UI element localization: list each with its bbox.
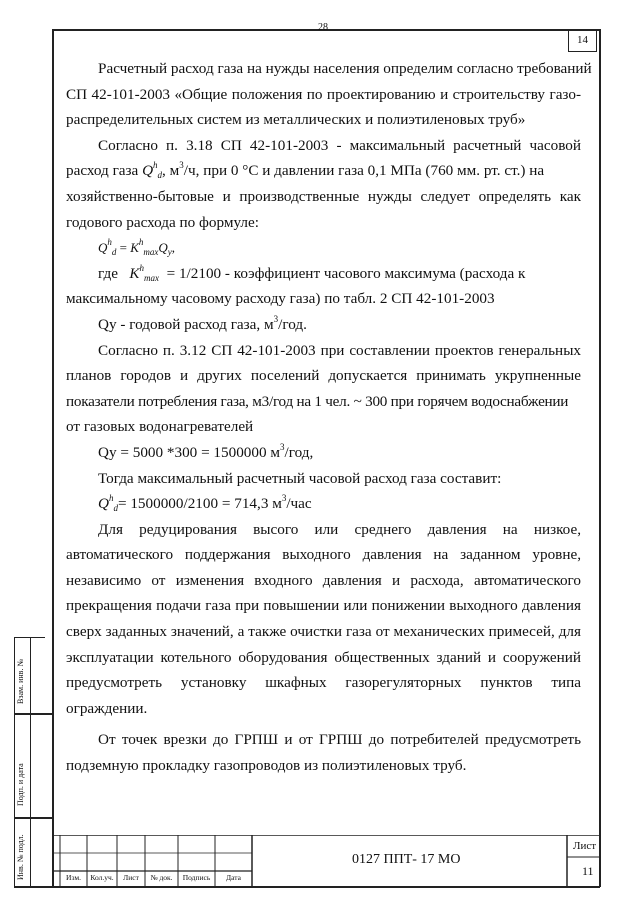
text-line: От точек врезки до ГРПШ и от ГРПШ до потребителей предусмотреть [98,731,581,749]
formula-line: $Q^h_d= 1500000/2100 = 714,3$ $м^3$/час [98,493,312,514]
doc-code: 0127 ППТ- 17 МО [352,852,461,867]
stamp-col-izm: Изм. [66,873,81,882]
text-line: годового расхода по формуле: [66,213,259,231]
stamp-col-kolvo: Кол.уч. [90,873,114,882]
text-line: независимо от изменения входного давления и расхода, автоматического [66,571,581,589]
side-divider [14,817,52,819]
text-line: Qу = 5000 *300 = 1500000 $м^3$/год, [98,441,314,461]
formula-line: $Q^h_d = K^h_{max}Q_y$, [98,237,176,258]
text-line-kmax: где $K^h_{max} = 1/2100$ - коэффициент часового максимума (расхода к [98,262,526,283]
side-col [30,637,31,886]
text-line: Тогда максимальный расчетный часовой расход газа составит: [98,469,502,487]
side-label-inv: Инв. № подл. [16,834,25,880]
sheet-label: Лист [573,840,597,852]
sheet-number: 11 [582,864,594,878]
text-line: от газовых водонагревателей [66,418,254,436]
text-line: хозяйственно-бытовые и производственные нужды следует определять как [66,187,581,205]
text-line: автоматического поддержания выходного давления на заданном уровне, [66,546,581,564]
document-body [66,56,592,779]
text-line: распределительных систем из металлических и полиэтиленовых труб» [66,111,526,129]
page-top-number: 28 [318,22,328,33]
stamp-col-data: Дата [226,873,241,882]
text-line: максимальному часовому расходу газа) по табл. 2 СП 42-101-2003 [66,290,495,308]
text-line: сверх заданных значений, а также очистки газа от механических примесей, для [66,623,581,641]
corner-number: 14 [568,29,597,52]
stamp-col-podpis: Подпись [182,873,211,882]
stamp-col-list: Лист [123,873,139,882]
text-line: Согласно п. 3.18 СП 42-101-2003 - максимальный расчетный часовой [98,136,581,154]
text-line: предусмотреть установку шкафных газорегуляторных пунктов типа [66,674,581,692]
text-line: Для редуцирования высого или среднего давления на низкое, [98,520,581,538]
frame-left [52,29,54,887]
stamp-col-ndok: № док. [150,873,173,882]
frame-right [599,29,601,887]
text-line: Qу - годовой расход газа, $м^3$/год. [98,313,307,333]
text-line: Согласно п. 3.12 СП 42-101-2003 при составлении проектов генеральных [98,341,581,359]
text-line-qhd: расход газа $Q^h_d$, $м^3/ч$, при 0 °С и давлении газа 0,1 МПа (760 мм. рт. ст.) на [66,160,545,181]
text-line: СП 42-101-2003 «Общие положения по проектированию и строительству газо- [66,85,581,103]
text-line: подземную прокладку газопроводов из полиэтиленовых труб. [66,757,467,775]
text-line: показатели потребления газа, м3/год на 1 чел. ~ 300 при горячем водоснабжении [66,392,569,410]
side-divider [14,713,52,715]
side-label-vzam: Взам. инв. № [16,658,25,704]
text-line: прекращения подачи газа при повышении или понижении выходного давления [66,597,581,615]
text-line: планов городов и других поселений допускается принимать укрупненные [66,367,581,385]
text-line: ограждении. [66,699,148,717]
side-label-podp: Подп. и дата [16,763,25,806]
text-line: эксплуатации котельного оборудования общественных зданий и сооружений [66,648,581,666]
text-line: Расчетный расход газа на нужды населения определим согласно требований [98,60,592,77]
